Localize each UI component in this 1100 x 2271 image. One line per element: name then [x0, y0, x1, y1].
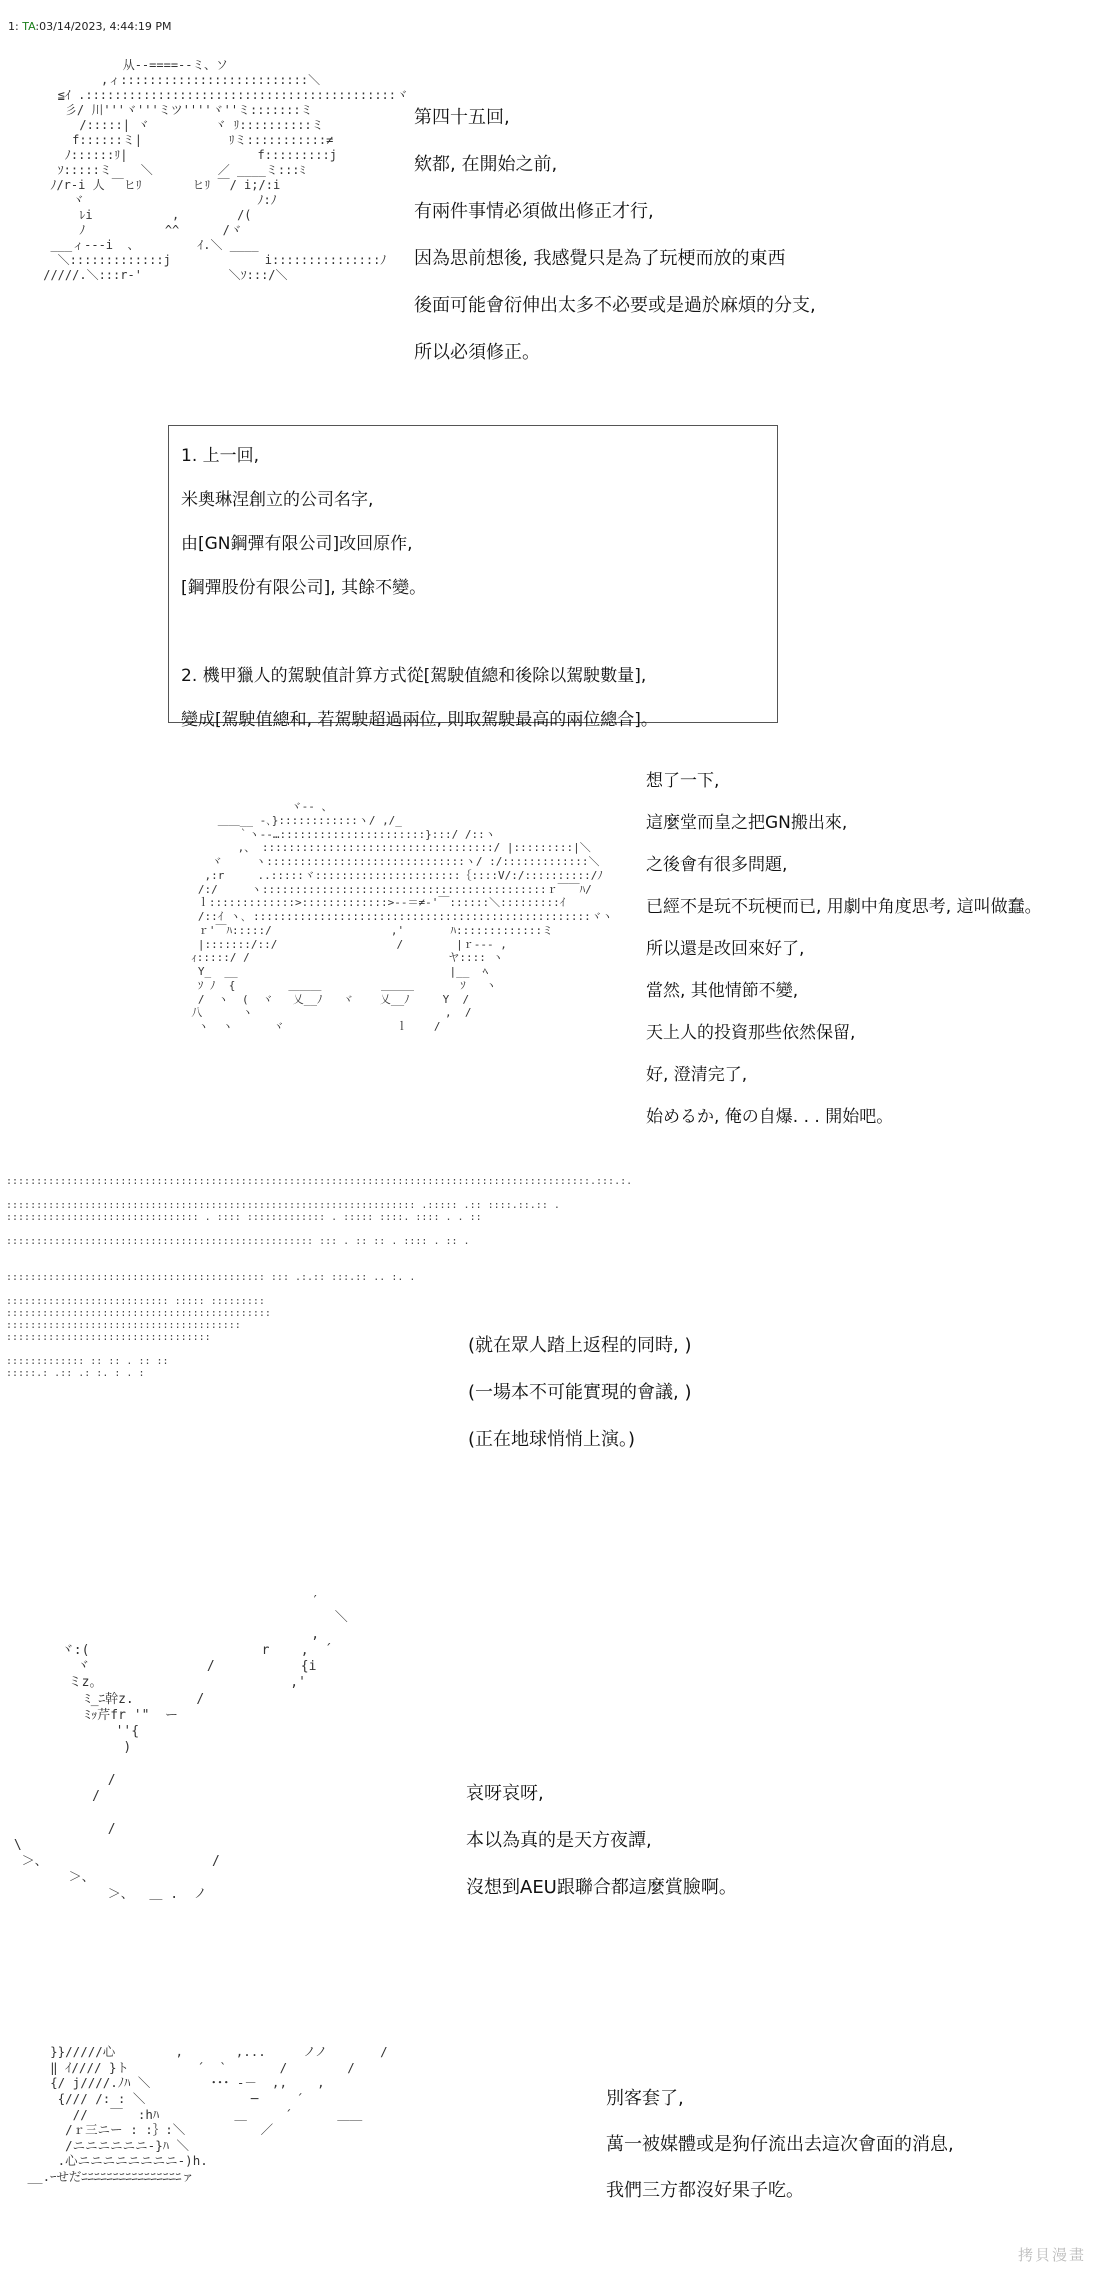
text-block-dialogue-2 [606, 2076, 954, 2214]
aa-face-1: 从--====--ミ、ソ ,ィ::::::::::::::::::::::::::＼ ≦ｲ .:::::::::::::::::::::::::::::::::::::::::::ヾ 彡/ 川'''ヾ'''ミツ''''ヾ''ミ:::::::ミ /:::::| ヾ ヾ ﾘ::::::::::ミ f::::::ミ| ﾘミ:::::::::::≠ ﾉ::::::ﾘ| f:::::::::j ｿ:::::ミ ＼ ／ ____ミ:::ﾐ ﾉ/r-i 人 ￣ヒﾘ ヒﾘ ￣/ i;/:i ヾ ﾉ:ﾉ ﾚi , /( ﾉ ^^ /ヾ ___ィ---i 、 ｲ.＼ ____ ＼:::::::::::::j i:::::::::::::::ﾉ /////.＼:::r-' ＼ｿ:::/＼ [43, 58, 409, 282]
box-line: 米奧琳涅創立的公司名字, [181, 490, 374, 510]
aa-dotted-background: :::::::::::::::::::::::::::::::::::::::::::::::::::::::::::::::::::::::::::::::::::::::::::::::::.:::.:. :::::::::::::::::::::::::::::::::::::::::::::::::::::::::::::::::::: .::::: .:: ::::.::.:: . :::::::::::::::::::::::::::::::: . :::: ::::::::::::: . ::::: ::::. :::: . . :: ::::::::::::::::::::::::::::::::::::::::::::::::::: ::: . :: :: . :::: . :: . ::::::::::::::::::::::::::::::::::::::::::: ::: .:.:: :::.:: .. :. . ::::::::::::::::::::::::::: ::::: ::::::::: :::::::::::::::::::::::::::::::::::::::::::: ::::::::::::::::::::::::::::::::::::::: :::::::::::::::::::::::::::::::::: ::::::::::::: :: :: . :: :: :::::.: .:: .: :. : . : [6, 1176, 633, 1379]
text-line: 想了一下, [646, 771, 720, 791]
text-line: 始めるか, 俺の自爆. . . 開始吧。 [646, 1107, 894, 1127]
text-line: 欸都, 在開始之前, [414, 154, 558, 175]
box-line: 變成[駕駛值總和, 若駕駛超過兩位, 則取駕駛最高的兩位總合]。 [181, 710, 658, 730]
text-line: 當然, 其他情節不變, [646, 981, 799, 1001]
text-line: 天上人的投資那些依然保留, [646, 1023, 856, 1043]
text-line: 這麼堂而皇之把GN搬出來, [646, 813, 848, 833]
text-line: 已經不是玩不玩梗而已, 用劇中角度思考, 這叫做蠢。 [646, 897, 1042, 917]
text-line: 後面可能會衍伸出太多不必要或是過於麻煩的分支, [414, 295, 816, 316]
text-line: (一場本不可能實現的會議, ) [468, 1382, 692, 1403]
box-line: 2. 機甲獵人的駕駛值計算方式從[駕駛值總和後除以駕駛數量], [181, 666, 647, 686]
text-block-dialogue-1 [466, 1770, 737, 1911]
correction-box [168, 425, 778, 730]
text-line: 所以必須修正。 [414, 342, 540, 363]
text-line: 好, 澄清完了, [646, 1065, 748, 1085]
box-line: 1. 上一回, [181, 446, 260, 466]
text-block-narration [468, 1322, 692, 1463]
text-block-intro [414, 94, 816, 376]
text-line: 本以為真的是天方夜譚, [466, 1830, 652, 1851]
aa-face-2: ヾ-- 、 ＿＿__ -､}::::::::::::ヽ/ ,/_ ｀ヽ--…::::::::::::::::::::::}:::/ /::ヽ ,、 :::::::::::::::::::::::::::::::::::/ |:::::::::|＼ ヾ ヽ::::::::::::::::::::::::::::::ヽ/ :/:::::::::::::＼ ,:r ..:::::ヾ::::::::::::::::::::::｛::::V/:/::::::::::/ﾉ /:/ ヽ:::::::::::::::::::::::::::::::::::::::::::ｒ￣￣ﾊ/ ｌ:::::::::::::>:::::::::::::>--＝≠-'￣::::::＼:::::::::ｲ /::ｲ ヽ､ :::::::::::::::::::::::::::::::::::::::::::::::::::ヾヽ ｒ'￣ﾊ:::::/ ,' ﾊ:::::::::::::ミ |:::::::/::/ / |ｒ--- , ｨ:::::/ / ヤ:::: ヽ Y_ __ |__ ﾍ ｿ ﾉ { ＿＿＿ ＿＿＿ ｿ ヽ / ヽ ( ヾ 乂__ﾉ ヾ 乂__ﾉ Y / 八 ヽ , / ヽ ヽ ヾ ｌ / [191, 800, 613, 1033]
text-line: 第四十五回, [414, 107, 510, 128]
watermark: 拷貝漫畫 [1017, 2246, 1086, 2264]
text-line: 因為思前想後, 我感覺只是為了玩梗而放的東西 [414, 248, 786, 269]
text-line: 我們三方都沒好果子吃。 [606, 2180, 804, 2201]
ta-label: TA [22, 20, 36, 33]
aa-scene-hand: ′ ＼ , ヾ:( r , ´ ヾ / {i ミz。 ,' ﾐ_ﾆ幹z. / ﾐｯ芹fr '" ー ''{ ) / / / \ ＞、 / ＞、 ＞、 ＿ . ノ [13, 1594, 348, 1902]
box-line: [鋼彈股份有限公司], 其餘不變。 [181, 578, 427, 598]
text-line: 萬一被媒體或是狗仔流出去這次會面的消息, [606, 2134, 954, 2155]
text-line: 別客套了, [606, 2088, 684, 2109]
text-line: (正在地球悄悄上演。) [468, 1429, 636, 1450]
post-header: 1: TA:03/14/2023, 4:44:19 PM [8, 20, 172, 33]
text-line: (就在眾人踏上返程的同時, ) [468, 1335, 692, 1356]
aa-scene-figure: }}/////心 , ,... ノノ / ‖ ｲ//// }ト ´ ` / / {/ j////.ﾉﾊ ＼ ･･･ ‐－ ,, , {/// /: : ＼ ─ ´ // ￣ :hﾊ ＿ ´ ＿＿ /ｒ三ニー : :｝:＼ ／ /ニニニニニニ-}ﾊ ＼ .心ニニニニニニニニ-)h. __.ｰせだﾆﾆﾆﾆﾆﾆﾆﾆﾆﾆﾆﾆﾆﾆﾆﾆァ [27, 2044, 388, 2184]
text-line: 哀呀哀呀, [466, 1783, 544, 1804]
text-line: 之後會有很多問題, [646, 855, 788, 875]
text-block-explanation [646, 760, 1042, 1138]
text-line: 沒想到AEU跟聯合都這麼賞臉啊。 [466, 1877, 737, 1898]
text-line: 所以還是改回來好了, [646, 939, 805, 959]
text-line: 有兩件事情必須做出修正才行, [414, 201, 654, 222]
box-line [181, 610, 658, 654]
box-line: 由[GN鋼彈有限公司]改回原作, [181, 534, 413, 554]
